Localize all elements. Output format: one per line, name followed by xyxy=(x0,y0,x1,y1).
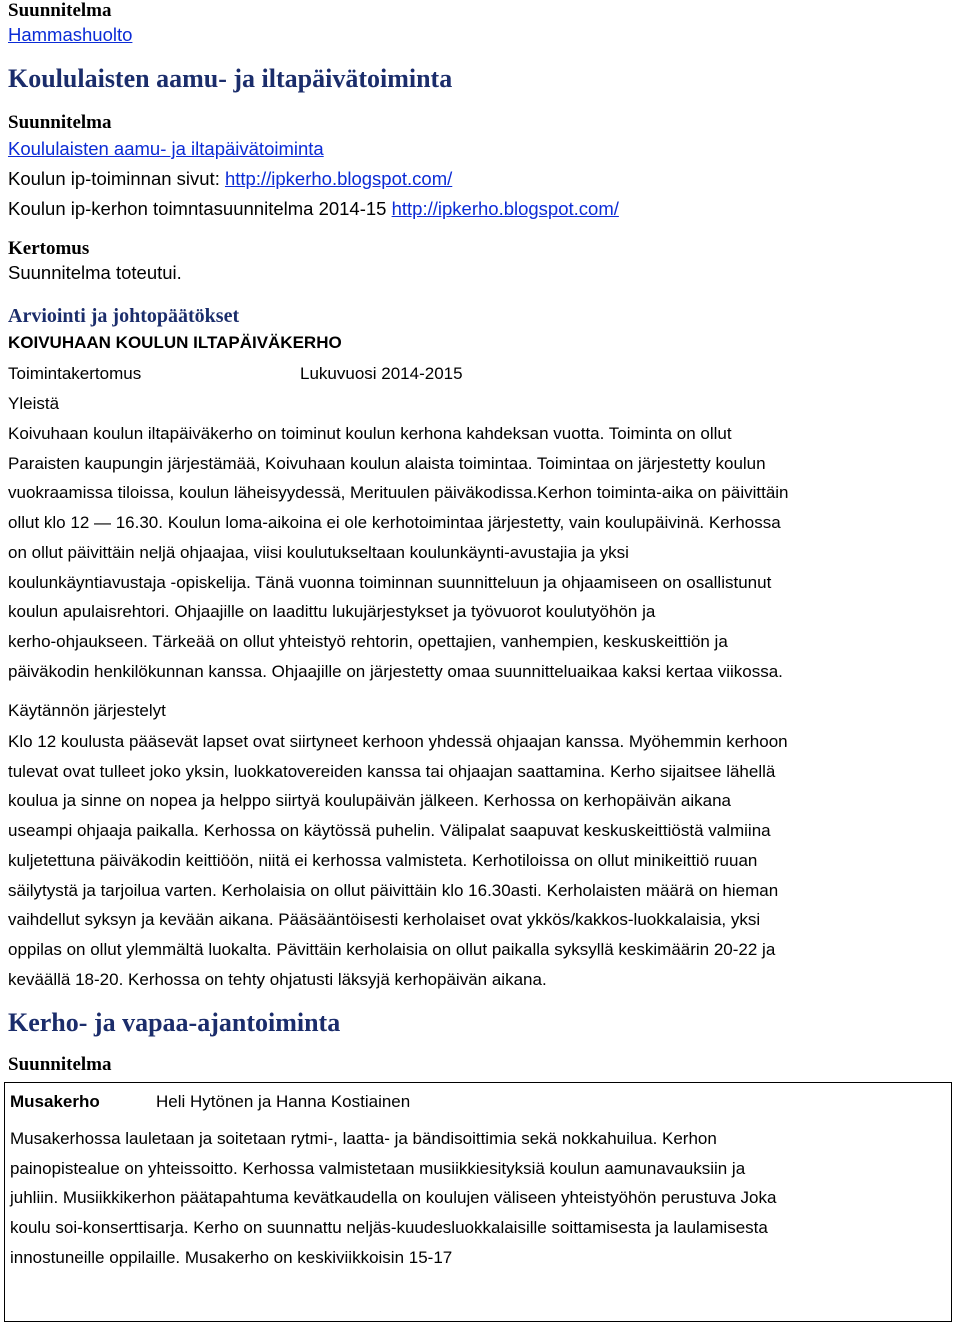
ipkerho-blog-link[interactable]: http://ipkerho.blogspot.com/ xyxy=(224,168,453,189)
musakerho-leaders: Heli Hytönen ja Hanna Kostiainen xyxy=(156,1092,411,1111)
label-suunnitelma: Suunnitelma xyxy=(8,112,112,133)
kaytannon-line: useampi ohjaaja paikalla. Kerhossa on käytössä puhelin. Välipalat saapuvat keskuskeittiöstä valmiina xyxy=(8,821,771,841)
doc-title: KOIVUHAAN KOULUN ILTAPÄIVÄKERHO xyxy=(8,333,342,352)
hammashuolto-link[interactable]: Hammashuolto xyxy=(8,24,133,45)
section-heading-ip-toiminta: Koululaisten aamu- ja iltapäivätoiminta xyxy=(8,64,453,93)
lukuvuosi-label: Lukuvuosi 2014-2015 xyxy=(300,364,463,383)
label-kertomus: Kertomus xyxy=(8,238,90,259)
musakerho-line: koulu soi-konserttisarja. Kerho on suunnattu neljäs-kuudesluokkalaisille soittamisesta ja laulamisesta xyxy=(10,1218,768,1238)
ip-pages-label: Koulun ip-toiminnan sivut: xyxy=(8,168,225,189)
yleista-line: Koivuhaan koulun iltapäiväkerho on toiminut koulun kerhona kahdeksan vuotta. Toiminta on ollut xyxy=(8,424,732,443)
ip-pages-line xyxy=(8,168,452,190)
yleista-line: vuokraamissa tiloissa, koulun läheisyydessä, Merituulen päiväkodissa.Kerhon toiminta-aika on päivittäin xyxy=(8,483,789,503)
yleista-line: kerho-ohjaukseen. Tärkeää on ollut yhteistyö rehtorin, opettajien, vanhempien, keskuskeittiön ja xyxy=(8,631,728,651)
ip-plan-label: Koulun ip-kerhon toimntasuunnitelma 2014-15 xyxy=(8,198,392,219)
yleista-line: Paraisten kaupungin järjestämää, Koivuhaan koulun alaista toimintaa. Toimintaa on järjestetty koulun xyxy=(8,453,766,473)
kaytannon-line: vaihdellut syksyn ja kevään aikana. Pääsääntöisesti kerholaiset ovat ykkös/kakkos-luokkalaisia, yksi xyxy=(8,910,761,930)
musakerho-label: Musakerho xyxy=(10,1092,100,1111)
kaytannon-line: koulua ja sinne on nopea ja helppo siirtyä koulupäivän jälkeen. Kerhossa on kerhopäivän aikana xyxy=(8,791,731,811)
kaytannon-line: oppilas on ollut ylemmältä luokalta. Pävittäin kerholaisia on ollut paikalla syksyllä keskimäärin 20-22 ja xyxy=(8,939,776,959)
ip-toiminta-link[interactable]: Koululaisten aamu- ja iltapäivätoiminta xyxy=(8,138,324,159)
toimintakertomus-label: Toimintakertomus xyxy=(8,364,142,383)
label-suunnitelma-2: Suunnitelma xyxy=(8,1054,112,1075)
yleista-paragraph xyxy=(8,419,958,686)
kertomus-text: Suunnitelma toteutui. xyxy=(8,262,182,283)
kaytannon-line: Klo 12 koulusta pääsevät lapset ovat siirtyneet kerhoon yhdessä ohjaajan kanssa. Myöhemmin kerhoon xyxy=(8,732,788,751)
ip-plan-line xyxy=(8,198,619,220)
yleista-line: koulunkäyntiavustaja -opiskelija. Tänä vuonna toiminnan suunnitteluun ja ohjaamiseen on osallistunut xyxy=(8,572,772,592)
kaytannon-line: tulevat ovat tulleet joko yksin, luokkatovereiden kanssa tai ohjaajan saattamina. Kerho sijaitsee lähellä xyxy=(8,761,776,781)
musakerho-line: juhliin. Musiikkikerhon päätapahtuma kevätkaudella on koulujen väliseen yhteistyöhön perustuva Joka xyxy=(10,1188,777,1208)
kaytannon-line: säilytystä ja tarjoilua varten. Kerholaisia on ollut päivittäin klo 16.30asti. Kerholaisten määrä on hieman xyxy=(8,880,779,900)
yleista-line: päiväkodin henkilökunnan kanssa. Ohjaajille on järjestetty omaa suunnitteluaikaa kaksi kertaa viikossa. xyxy=(8,661,783,681)
kaytannon-line: keväällä 18-20. Kerhossa on tehty ohjatusti läksyjä kerhopäivän aikana. xyxy=(8,969,547,989)
musakerho-line: innostuneille oppilaille. Musakerho on keskiviikkoisin 15-17 xyxy=(10,1247,453,1267)
ipkerho-plan-link[interactable]: http://ipkerho.blogspot.com/ xyxy=(391,198,619,219)
musakerho-paragraph xyxy=(10,1124,960,1273)
musakerho-line: Musakerhossa lauletaan ja soitetaan rytmi-, laatta- ja bändisoittimia sekä nokkahuilua. Kerhon xyxy=(10,1129,717,1148)
label-suunnitelma-top: Suunnitelma xyxy=(8,0,112,21)
kaytannon-line: kuljetettuna päiväkodin keittiöön, niitä ei kerhossa valmisteta. Kerhotiloissa on ollut minikeittiö ruuan xyxy=(8,850,758,870)
link-row-title xyxy=(8,138,324,160)
kaytannon-paragraph xyxy=(8,727,958,994)
link-hammashuolto[interactable] xyxy=(8,24,132,46)
yleista-line: on ollut päivittäin neljä ohjaajaa, viisi koulutukseltaan koulunkäynti-avustajia ja yksi xyxy=(8,542,629,562)
yleista-heading: Yleistä xyxy=(8,394,60,413)
kaytannon-heading: Käytännön järjestelyt xyxy=(8,701,166,720)
section-heading-kerho: Kerho- ja vapaa-ajantoiminta xyxy=(8,1008,341,1037)
label-arviointi: Arviointi ja johtopäätökset xyxy=(8,305,240,327)
musakerho-line: painopistealue on yhteissoitto. Kerhossa valmistetaan musiikkiesityksiä koulun aamunavauksiin ja xyxy=(10,1158,746,1178)
yleista-line: koulun apulaisrehtori. Ohjaajille on laadittu lukujärjestykset ja työvuorot koulutyöhön ja xyxy=(8,602,656,622)
yleista-line: ollut klo 12 — 16.30. Koulun loma-aikoina ei ole kerhotoimintaa järjestetty, vain koulupäivinä. Kerhossa xyxy=(8,513,781,533)
